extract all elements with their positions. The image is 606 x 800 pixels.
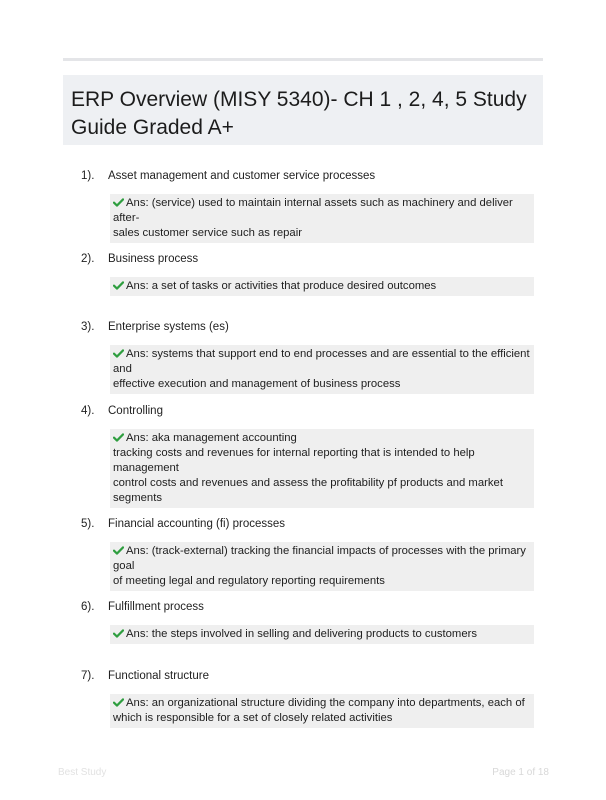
question-number: 5). <box>81 518 95 530</box>
answer-text: sales customer service such as repair <box>113 227 302 239</box>
page-number: Page 1 of 18 <box>492 767 549 778</box>
answer-text: Ans: aka management accounting <box>126 432 297 444</box>
title-banner <box>63 75 543 145</box>
answer-text: Ans: the steps involved in selling and delivering products to customers <box>126 628 478 640</box>
answer-line <box>113 431 530 446</box>
answer-line <box>113 574 530 589</box>
answer-line <box>113 226 530 241</box>
answer-line <box>113 544 530 574</box>
checkmark-icon <box>113 698 124 707</box>
answer-text: segments <box>113 492 162 504</box>
answer-text: Ans: systems that support end to end processes and are essential to the efficient and <box>113 348 533 375</box>
answer-line <box>113 627 530 642</box>
answer-text: effective execution and management of business process <box>113 378 401 390</box>
question-number: 6). <box>81 601 95 613</box>
question-number: 2). <box>81 253 95 265</box>
answer-text: which is responsible for a set of closely related activities <box>113 712 393 724</box>
answer-line <box>113 279 530 294</box>
question-number: 3). <box>81 321 95 333</box>
answer-box <box>110 429 534 508</box>
answer-box <box>110 542 534 591</box>
answer-line <box>113 377 530 392</box>
checkmark-icon <box>113 198 124 207</box>
checkmark-icon <box>113 546 124 555</box>
checkmark-icon <box>113 629 124 638</box>
checkmark-icon <box>113 281 124 290</box>
answer-line <box>113 476 530 491</box>
answer-text: tracking costs and revenues for internal reporting that is intended to help management <box>113 447 478 474</box>
answer-line <box>113 696 530 711</box>
answer-text: of meeting legal and regulatory reporting requirements <box>113 575 385 587</box>
answer-line <box>113 711 530 726</box>
question-text: Business process <box>108 253 199 265</box>
answer-box <box>110 694 534 728</box>
answer-line <box>113 347 533 377</box>
answer-text: Ans: an organizational structure dividing the company into departments, each of <box>126 697 525 709</box>
footer-brand: Best Study <box>58 767 107 778</box>
document-title: ERP Overview (MISY 5340)- CH 1 , 2, 4, 5 Study Guide Graded A+ <box>71 88 527 139</box>
answer-text: Ans: a set of tasks or activities that produce desired outcomes <box>126 280 437 292</box>
question-number: 4). <box>81 405 95 417</box>
answer-box <box>110 625 534 644</box>
question-text: Functional structure <box>108 670 209 682</box>
question-number: 7). <box>81 670 95 682</box>
checkmark-icon <box>113 349 124 358</box>
question-number: 1). <box>81 170 95 182</box>
checkmark-icon <box>113 433 124 442</box>
answer-box <box>110 277 534 296</box>
answer-text: Ans: (track-external) tracking the financial impacts of processes with the primary goal <box>113 545 530 572</box>
answer-line <box>113 196 530 226</box>
answer-line <box>113 446 530 476</box>
question-text: Enterprise systems (es) <box>108 321 229 333</box>
question-text: Asset management and customer service processes <box>108 170 376 182</box>
top-divider <box>63 58 543 61</box>
answer-box <box>110 194 534 243</box>
answer-text: control costs and revenues and assess the profitability pf products and market <box>113 477 503 489</box>
answer-box <box>110 345 534 394</box>
answer-line <box>113 491 530 506</box>
question-text: Controlling <box>108 405 163 417</box>
question-text: Fulfillment process <box>108 601 204 613</box>
answer-text: Ans: (service) used to maintain internal assets such as machinery and deliver after- <box>113 197 516 224</box>
question-text: Financial accounting (fi) processes <box>108 518 286 530</box>
